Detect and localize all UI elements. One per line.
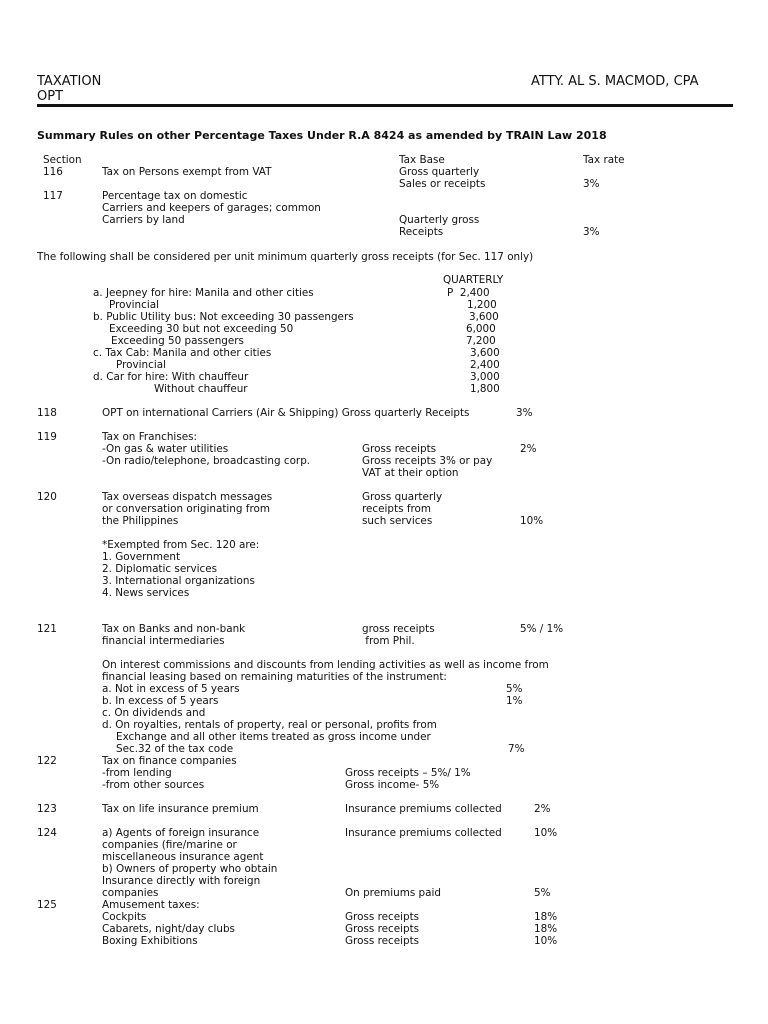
section-number: 123 [37, 803, 57, 815]
tax-base: Quarterly gross [399, 214, 480, 226]
minimum-intro: The following shall be considered per unit minimum quarterly gross receipts (for Sec. 117 only) [37, 251, 534, 263]
section-description: Tax overseas dispatch messages [102, 491, 273, 503]
section-description: or conversation originating from [102, 503, 270, 515]
column-tax-base: Tax Base [399, 154, 445, 166]
section-number: 120 [37, 491, 57, 503]
quarterly-label: a. Jeepney for hire: Manila and other cities [93, 287, 314, 299]
tax-base: Sales or receipts [399, 178, 486, 190]
quarterly-value: 3,000 [470, 371, 500, 383]
tax-base: Gross receipts – 5%/ 1% [345, 767, 471, 779]
tax-rate: 10% [520, 515, 544, 527]
tax-rate: 10% [534, 827, 558, 839]
maturity-item: Exchange and all other items treated as gross income under [116, 731, 431, 743]
header-author: ATTY. AL S. MACMOD, CPA [531, 74, 699, 89]
tax-rate: 5% / 1% [520, 623, 564, 635]
section-description: Carriers and keepers of garages; common [102, 202, 321, 214]
section-number: 125 [37, 899, 57, 911]
quarterly-label: Exceeding 50 passengers [111, 335, 244, 347]
tax-base: Gross quarterly [399, 166, 480, 178]
quarterly-header: QUARTERLY [443, 274, 504, 286]
tax-rate: 1% [506, 695, 523, 707]
tax-base: Gross quarterly [362, 491, 443, 503]
header-topic: OPT [37, 89, 64, 104]
tax-base: Insurance premiums collected [345, 827, 502, 839]
section-description: Tax on Banks and non-bank [102, 623, 246, 635]
quarterly-label: Exceeding 30 but not exceeding 50 [109, 323, 294, 335]
exemption-item: 2. Diplomatic services [102, 563, 218, 575]
header-rule [37, 104, 733, 107]
quarterly-value: 1,200 [467, 299, 497, 311]
amusement-item: Cabarets, night/day clubs [102, 923, 235, 935]
quarterly-value: 1,800 [470, 383, 500, 395]
quarterly-value: 3,600 [469, 311, 499, 323]
tax-rate: 5% [534, 887, 551, 899]
section-number: 118 [37, 407, 57, 419]
section-description: -from other sources [102, 779, 205, 791]
section-description: -On radio/telephone, broadcasting corp. [102, 455, 311, 467]
tax-base: VAT at their option [362, 467, 459, 479]
paragraph-text: financial leasing based on remaining maturities of the instrument: [102, 671, 447, 683]
tax-rate: 10% [534, 935, 558, 947]
exemption-item: 4. News services [102, 587, 190, 599]
section-description: Insurance directly with foreign [102, 875, 261, 887]
maturity-item: Sec.32 of the tax code [116, 743, 234, 755]
tax-rate: 3% [516, 407, 533, 419]
tax-base: gross receipts [362, 623, 435, 635]
quarterly-label: Without chauffeur [154, 383, 248, 395]
section-description: miscellaneous insurance agent [102, 851, 264, 863]
section-description: -On gas & water utilities [102, 443, 229, 455]
maturity-item: c. On dividends and [102, 707, 206, 719]
quarterly-label: c. Tax Cab: Manila and other cities [93, 347, 272, 359]
quarterly-label: Provincial [116, 359, 166, 371]
section-number: 121 [37, 623, 57, 635]
section-description: Tax on Franchises: [102, 431, 198, 443]
exemption-title: *Exempted from Sec. 120 are: [102, 539, 260, 551]
quarterly-value: 3,600 [470, 347, 500, 359]
section-description: Tax on Persons exempt from VAT [102, 166, 272, 178]
tax-base: from Phil. [362, 635, 415, 647]
section-description: -from lending [102, 767, 172, 779]
tax-base: Insurance premiums collected [345, 803, 502, 815]
quarterly-value: 6,000 [466, 323, 496, 335]
quarterly-value: 7,200 [466, 335, 496, 347]
maturity-item: a. Not in excess of 5 years [102, 683, 240, 695]
exemption-item: 3. International organizations [102, 575, 255, 587]
amusement-item: Cockpits [102, 911, 147, 923]
section-description: a) Agents of foreign insurance [102, 827, 260, 839]
exemption-item: 1. Government [102, 551, 181, 563]
tax-rate: 18% [534, 923, 558, 935]
section-number: 122 [37, 755, 57, 767]
tax-rate: 3% [583, 226, 600, 238]
tax-base: Gross receipts 3% or pay [362, 455, 493, 467]
tax-base: Gross receipts [345, 911, 420, 923]
tax-base: Gross receipts [362, 443, 437, 455]
tax-rate: 2% [534, 803, 551, 815]
section-number: 119 [37, 431, 57, 443]
quarterly-value: P 2,400 [447, 287, 490, 299]
quarterly-label: d. Car for hire: With chauffeur [93, 371, 249, 383]
tax-base: such services [362, 515, 433, 527]
paragraph-text: On interest commissions and discounts from lending activities as well as income from [102, 659, 549, 671]
section-number: 116 [43, 166, 63, 178]
quarterly-label: Provincial [109, 299, 159, 311]
section-description: b) Owners of property who obtain [102, 863, 278, 875]
section-description: Percentage tax on domestic [102, 190, 248, 202]
tax-base: Receipts [399, 226, 444, 238]
maturity-item: b. In excess of 5 years [102, 695, 219, 707]
column-section: Section [43, 154, 82, 166]
tax-base: On premiums paid [345, 887, 441, 899]
section-description: Tax on life insurance premium [102, 803, 259, 815]
tax-base: Gross receipts [345, 935, 420, 947]
section-number: 117 [43, 190, 63, 202]
section-description: financial intermediaries [102, 635, 225, 647]
quarterly-label: b. Public Utility bus: Not exceeding 30 passengers [93, 311, 354, 323]
section-description: the Philippines [102, 515, 179, 527]
tax-base: Gross receipts [345, 923, 420, 935]
tax-rate: 2% [520, 443, 537, 455]
tax-rate: 7% [508, 743, 525, 755]
section-description: Carriers by land [102, 214, 185, 226]
section-number: 124 [37, 827, 57, 839]
section-description: companies [102, 887, 159, 899]
tax-base: receipts from [362, 503, 431, 515]
tax-rate: 18% [534, 911, 558, 923]
amusement-item: Boxing Exhibitions [102, 935, 198, 947]
tax-base: Gross income- 5% [345, 779, 440, 791]
section-description: OPT on international Carriers (Air & Shipping) Gross quarterly Receipts [102, 407, 470, 419]
column-tax-rate: Tax rate [583, 154, 625, 166]
document-title: Summary Rules on other Percentage Taxes Under R.A 8424 as amended by TRAIN Law 2018 [37, 129, 607, 142]
section-description: companies (fire/marine or [102, 839, 237, 851]
maturity-item: d. On royalties, rentals of property, real or personal, profits from [102, 719, 437, 731]
section-description: Tax on finance companies [102, 755, 237, 767]
tax-rate: 3% [583, 178, 600, 190]
tax-rate: 5% [506, 683, 523, 695]
quarterly-value: 2,400 [470, 359, 500, 371]
header-subject: TAXATION [37, 74, 102, 89]
section-description: Amusement taxes: [102, 899, 200, 911]
